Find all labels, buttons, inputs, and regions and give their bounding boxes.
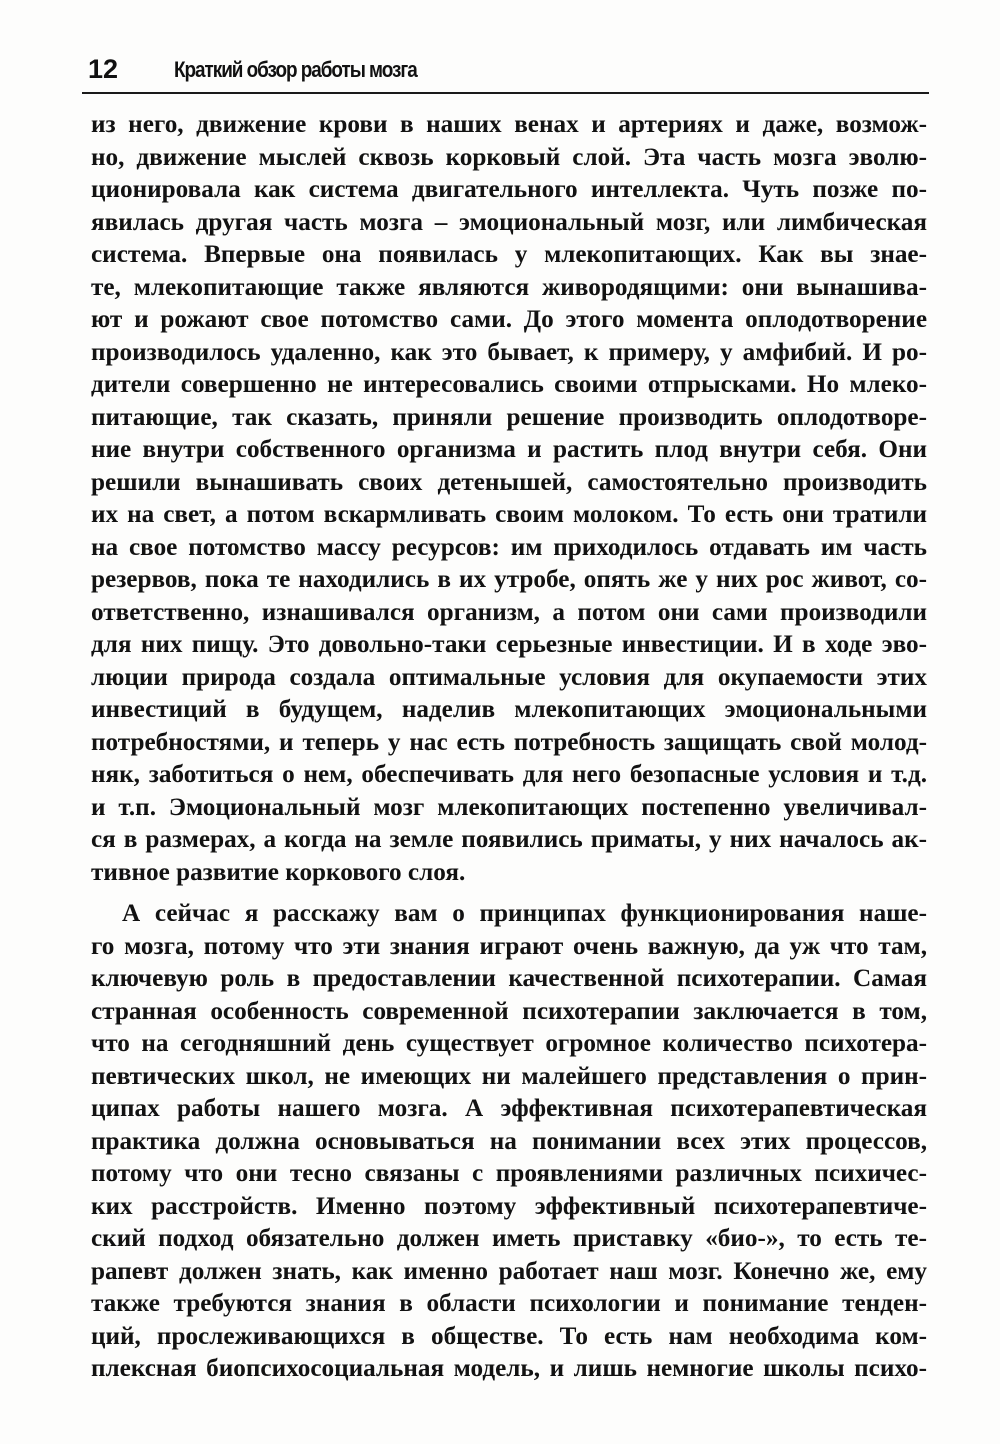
- text-line: певтических школ, не имеющих ни малейшего представления о прин-: [91, 1062, 927, 1090]
- text-line: дители совершенно не интересовались своими отпрысками. Но млеко-: [91, 371, 927, 398]
- text-line: няк, заботиться о нем, обеспечивать для него безопасные условия и т.д.: [91, 761, 927, 788]
- text-line: для них пищу. Это довольно-таки серьезные инвестиции. И в ходе эво-: [91, 631, 927, 658]
- text-line: из него, движение крови в наших венах и артериях и даже, возмож-: [91, 111, 927, 138]
- text-line: ние внутри собственного организма и растить плод внутри себя. Они: [91, 436, 927, 463]
- text-line: ский подход обязательно должен иметь приставку «био-», то есть те-: [91, 1225, 927, 1252]
- text-line: ответственно, изнашивался организм, а потом они сами производили: [91, 598, 927, 626]
- text-line: плексная биопсихосоциальная модель, и лишь немногие школы психо-: [91, 1355, 927, 1382]
- text-line: практика должна основываться на понимании всех этих процессов,: [91, 1127, 927, 1155]
- text-line: и т.п. Эмоциональный мозг млекопитающих постепенно увеличивал-: [91, 793, 927, 821]
- text-line: система. Впервые она появилась у млекопитающих. Как вы знае-: [91, 241, 927, 268]
- text-line: ципах работы нашего мозга. А эффективная психотерапевтическая: [91, 1095, 927, 1122]
- text-line: го мозга, потому что эти знания играют очень важную, да уж что там,: [91, 932, 927, 960]
- text-line: ких расстройств. Именно поэтому эффективный психотерапевтиче-: [91, 1192, 927, 1220]
- text-line: питающие, так сказать, приняли решение производить оплодотворе-: [91, 403, 927, 431]
- text-line: тивное развитие коркового слоя.: [91, 858, 466, 886]
- text-line: люции природа создала оптимальные условия для окупаемости этих: [91, 663, 927, 691]
- text-line: резервов, пока те находились в их утробе, опять же у них рос живот, со-: [91, 566, 927, 593]
- page-header: [82, 48, 929, 94]
- text-line: их на свет, а потом вскармливать своим молоком. То есть они тратили: [91, 501, 927, 528]
- text-line: потребностями, и теперь у нас есть потребность защищать свой молод-: [91, 728, 927, 756]
- text-line: на свое потомство массу ресурсов: им приходилось отдавать им часть: [91, 533, 927, 561]
- text-line: явилась другая часть мозга – эмоциональный мозг, или лимбическая: [91, 208, 927, 236]
- text-line: но, движение мыслей сквозь корковый слой. Эта часть мозга эволю-: [91, 143, 927, 171]
- text-line: ционировала как система двигательного интеллекта. Чуть позже по-: [91, 176, 927, 203]
- text-line: ют и рожают свое потомство сами. До этого момента оплодотворение: [91, 306, 927, 333]
- running-title: Краткий обзор работы мозга: [174, 57, 417, 82]
- text-line: потому что они тесно связаны с проявлениями различных психичес-: [91, 1160, 927, 1187]
- text-line: те, млекопитающие также являются живородящими: они вынашива-: [91, 273, 927, 301]
- text-line: [91, 898, 927, 931]
- text-line: что на сегодняшний день существует огромное количество психотера-: [91, 1030, 927, 1057]
- text-line: странная особенность современной психотерапии заключается в том,: [91, 997, 927, 1025]
- text-line: рапевт должен знать, как именно работает наш мозг. Конечно же, ему: [91, 1257, 927, 1285]
- text-line: производилось удаленно, как это бывает, к примеру, у амфибий. И ро-: [91, 338, 927, 366]
- body-text: [91, 109, 927, 1386]
- text-line: ключевую роль в предоставлении качественной психотерапии. Самая: [91, 965, 927, 992]
- text-line: решили вынашивать своих детенышей, самостоятельно производить: [91, 468, 927, 496]
- text-line: ций, прослеживающихся в обществе. То есть нам необходима ком-: [91, 1322, 927, 1350]
- text-line: инвестиций в будущем, наделив млекопитающих эмоциональными: [91, 696, 927, 723]
- text-line: также требуются знания в области психологии и понимание тенден-: [91, 1290, 927, 1317]
- page-number: 12: [88, 54, 119, 84]
- text-line: ся в размерах, а когда на земле появились приматы, у них началось ак-: [91, 826, 927, 853]
- text-line-content: А сейчас я расскажу вам о принципах функционирования наше-: [122, 900, 927, 927]
